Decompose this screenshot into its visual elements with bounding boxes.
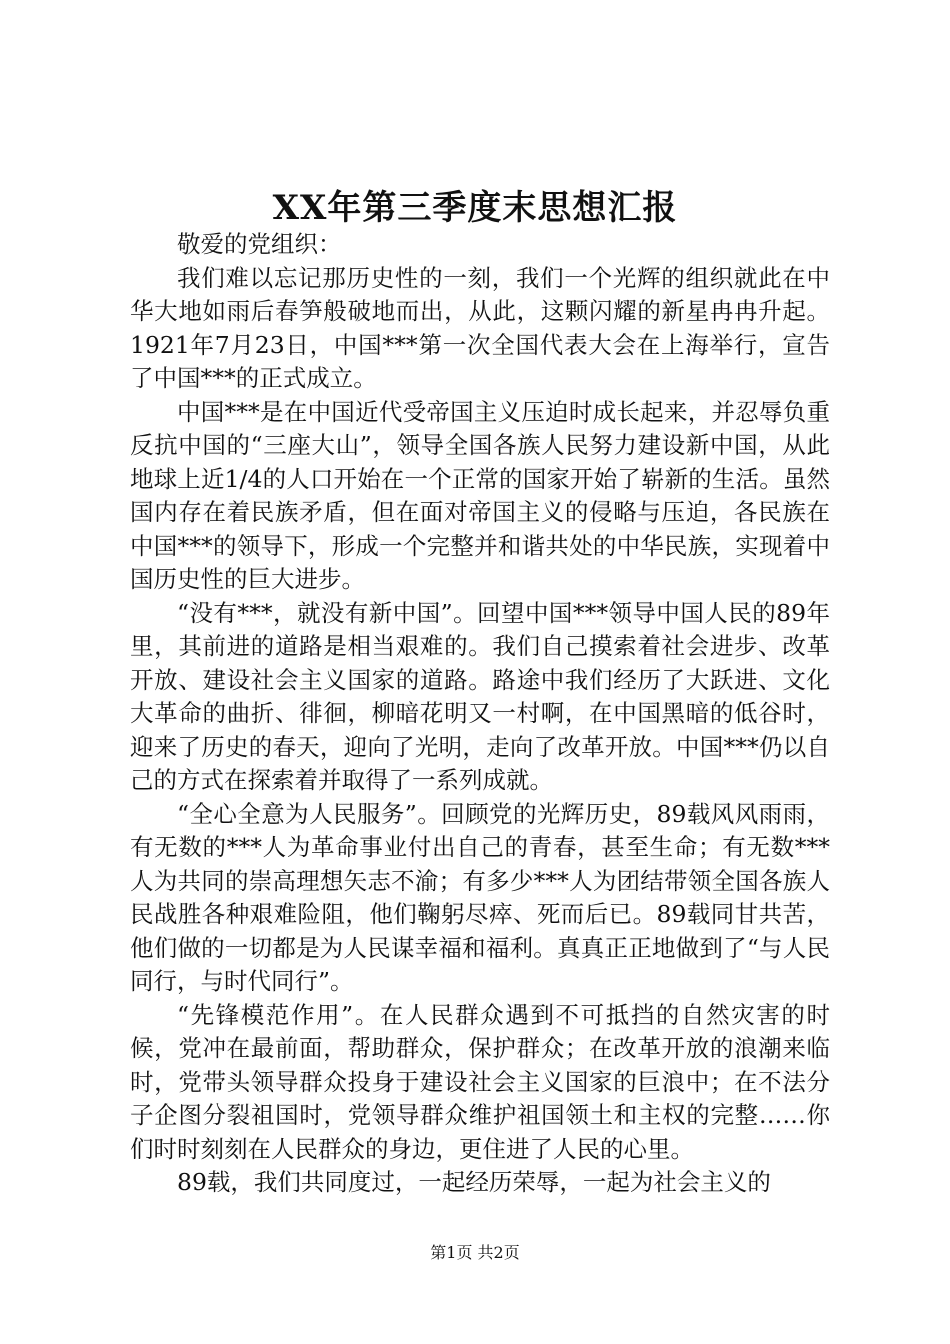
page-footer: 第1页 共2页	[430, 1243, 520, 1262]
paragraph-1: 我们难以忘记那历史性的一刻，我们一个光辉的组织就此在中华大地如雨后春笋般破地而出，从此，这颗闪耀的新星冉冉升起。1921年7月23日，中国***第一次全国代表大会在上海举行，宣告了中国***的正式成立。	[130, 263, 830, 392]
document-title: XX年第三季度末思想汇报	[272, 188, 678, 228]
salutation: 敬爱的党组织：	[177, 230, 342, 258]
paragraph-6: 89载，我们共同度过，一起经历荣辱，一起为社会主义的	[177, 1168, 771, 1196]
paragraph-3: “没有***，就没有新中国”。回望中国***领导中国人民的89年里，其前进的道路是相当艰难的。我们自己摸索着社会进步、改革开放、建设社会主义国家的道路。路途中我们经历了大跃进、文化大革命的曲折、徘徊，柳暗花明又一村啊，在中国黑暗的低谷时，迎来了历史的春天，迎向了光明，走向了改革开放。中国***仍以自己的方式在探索着并取得了一系列成就。	[130, 598, 830, 794]
paragraph-2: 中国***是在中国近代受帝国主义压迫时成长起来，并忍辱负重反抗中国的“三座大山”，领导全国各族人民努力建设新中国，从此地球上近1/4的人口开始在一个正常的国家开始了崭新的生活。虽然国内存在着民族矛盾，但在面对帝国主义的侵略与压迫，各民族在中国***的领导下，形成一个完整并和谐共处的中华民族，实现着中国历史性的巨大进步。	[130, 397, 830, 593]
paragraph-5: “先锋模范作用”。在人民群众遇到不可抵挡的自然灾害的时候，党冲在最前面，帮助群众，保护群众；在改革开放的浪潮来临时，党带头领导群众投身于建设社会主义国家的巨浪中；在不法分子企图分裂祖国时，党领导群众维护祖国领土和主权的完整……你们时时刻刻在人民群众的身边，更住进了人民的心里。	[130, 1000, 830, 1163]
paragraph-4: “全心全意为人民服务”。回顾党的光辉历史，89载风风雨雨，有无数的***人为革命事业付出自己的青春，甚至生命；有无数***人为共同的崇高理想矢志不渝；有多少***人为团结带领全国各族人民战胜各种艰难险阻，他们鞠躬尽瘁、死而后已。89载同甘共苦，他们做的一切都是为人民谋幸福和福利。真真正正地做到了“与人民同行，与时代同行”。	[130, 799, 830, 995]
document-body	[130, 228, 830, 1200]
